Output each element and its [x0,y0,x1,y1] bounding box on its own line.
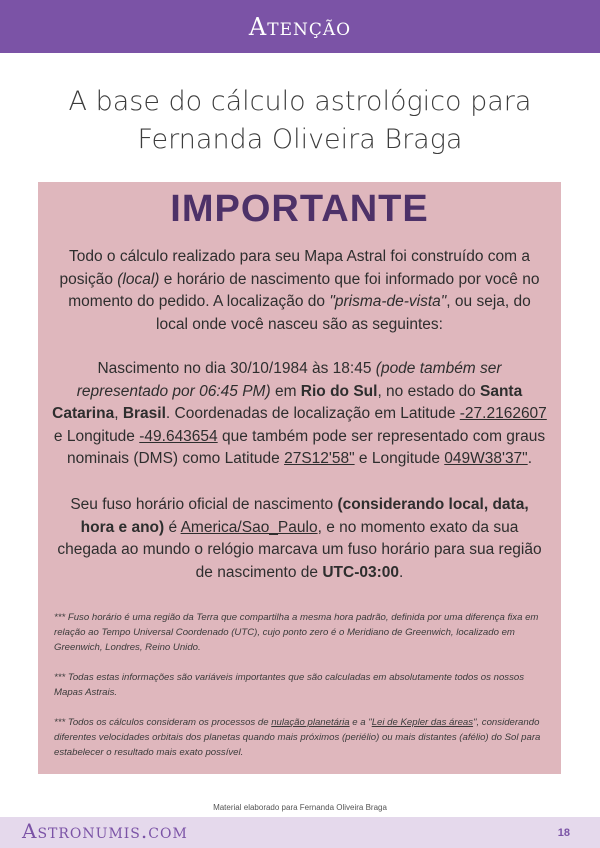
birth-city: Rio do Sul [300,382,378,400]
text: *** Todos os cálculos consideram os processos de [54,717,272,728]
timezone-value: America/Sao_Paulo [180,518,318,536]
emphasis: (local) [117,270,160,288]
utc-offset: UTC-03:00 [322,563,400,581]
important-card [38,182,561,774]
bold-text: (considerando local, data, hora e ano) [80,496,529,536]
footer-bar [0,817,600,848]
paragraph-timezone [52,494,547,584]
text: . [399,563,404,581]
text: é [164,518,181,536]
birth-state: Santa Catarina [52,382,523,423]
page-title-line1: A base do cálculo astrológico para [68,86,532,117]
page-title-line2: Fernanda Oliveira Braga [137,124,463,155]
kepler-link[interactable]: Lei de Kepler das áreas [371,717,474,728]
brand-logo: Astronumis.com [22,819,188,843]
note-timezone: *** Fuso horário é uma região da Terra que compartilha a mesma hora padrão, definida por uma diferença fixa em relação ao Tempo Universal Coordenado (UTC), cujo ponto zero é o Meridiano de Greenwich, localizado em Greenwich, Londres, Reino Unido. [54,612,539,654]
text: e Longitude [354,450,445,468]
text: , no estado do [377,382,480,400]
text: em [270,382,301,400]
note-variables: *** Todas estas informações são variáveis importantes que são calculadas em absolutamente todos os nossos Mapas Astrais. [54,672,524,699]
longitude-dms: 049W38'37" [444,450,528,468]
header-bar [0,0,600,53]
nutation-link[interactable]: nulação planetária [271,717,350,728]
text: ", considerando diferentes velocidades orbitais dos planetas quando mais próximos (periélio) ou mais distantes (afélio) do Sol para estabelecer o resultado mais exato possível. [54,717,541,759]
card-heading: IMPORTANTE [170,188,429,230]
page-title [0,83,600,159]
emphasis: (pode também ser representado por 06:45 PM) [76,360,502,400]
note-calculations [54,715,546,761]
longitude-value: -49.643654 [139,427,218,445]
latitude-dms: 27S12'58" [284,450,355,468]
text: , e no momento exato da sua chegada ao mundo o relógio marcava um fuso horário para sua região de nascimento de [57,518,542,581]
text: Nascimento no dia 30/10/1984 às 18:45 [97,360,376,377]
text: Seu fuso horário oficial de nascimento [70,496,338,513]
latitude-value: -27.2162607 [459,405,547,423]
paragraph-calculation [52,246,547,336]
footer-note: Material elaborado para Fernanda Oliveira Braga [213,803,387,812]
text: e horário de nascimento que foi informado por você no momento do pedido. A localização do [68,270,540,311]
header-title: Atenção [248,12,352,41]
paragraph-birth-details [52,358,547,471]
text: Todo o cálculo realizado para seu Mapa Astral foi construído com a posição [59,248,530,288]
text: , [114,405,123,423]
text: . Coordenadas de localização em Latitude [165,405,460,423]
emphasis: "prisma-de-vista" [329,293,447,311]
page-number: 18 [557,827,570,839]
text: . [527,450,532,468]
birth-country: Brasil [122,405,166,423]
text: que também pode ser representado com graus nominais (DMS) como Latitude [66,427,546,468]
text: e Longitude [53,427,140,445]
text: e a " [349,717,372,728]
text: , ou seja, do local onde você nasceu são as seguintes: [156,293,531,333]
